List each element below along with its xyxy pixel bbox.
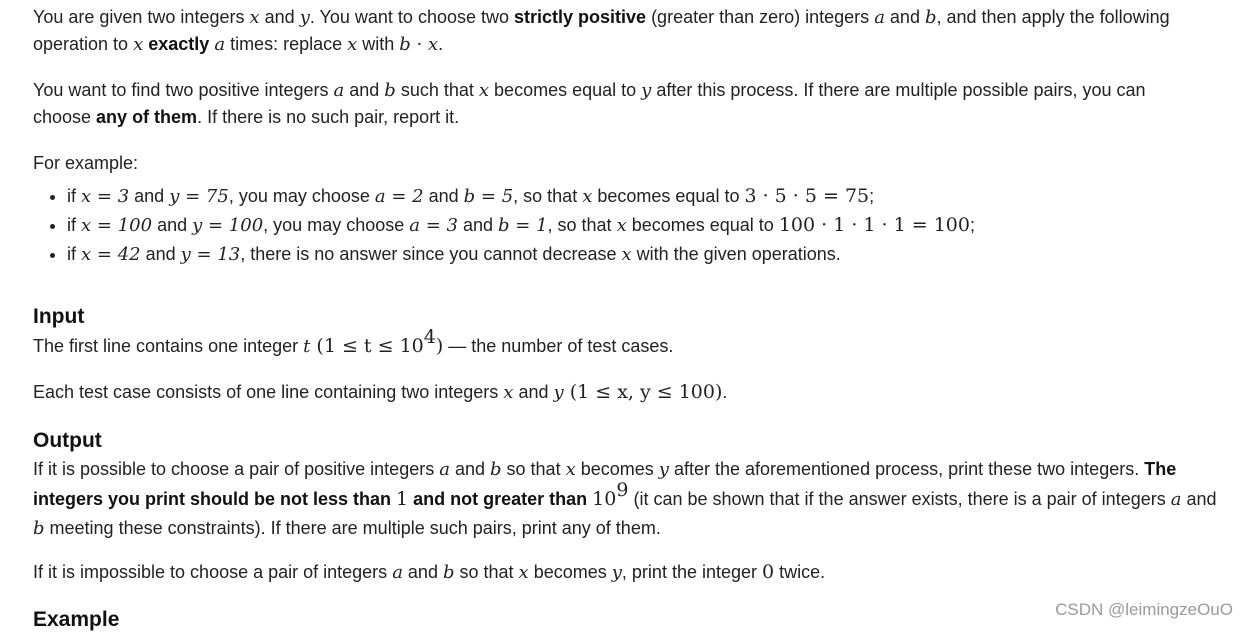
list-item bbox=[67, 182, 1248, 211]
text: after this process. If there are multiple possible pairs, you can choose bbox=[33, 80, 1146, 127]
text: and bbox=[423, 186, 464, 206]
text: and bbox=[449, 459, 490, 479]
text: — the number of test cases. bbox=[443, 336, 674, 356]
math-condition: x = 100 bbox=[81, 215, 153, 236]
text: times: replace bbox=[225, 34, 348, 54]
math-a: a bbox=[439, 459, 450, 480]
bold-text: strictly positive bbox=[514, 7, 647, 27]
math-y: y bbox=[299, 7, 310, 28]
math-result: 3 · 5 · 5 = 75 bbox=[744, 185, 870, 207]
text: If it is possible to choose a pair of positive integers bbox=[33, 459, 440, 479]
text: becomes equal to bbox=[489, 80, 642, 100]
bold-text: any of them bbox=[96, 107, 198, 127]
math-x: x bbox=[518, 562, 529, 583]
text: becomes bbox=[575, 459, 659, 479]
text: . You want to choose two bbox=[309, 7, 515, 27]
text: If it is impossible to choose a pair of integers bbox=[33, 562, 393, 582]
bold-text: The integers you print should be not less than bbox=[33, 459, 1177, 509]
bold-text: exactly bbox=[148, 34, 210, 54]
math-condition: y = 100 bbox=[192, 215, 264, 236]
math-exponent: 4 bbox=[423, 326, 436, 348]
math-b: b bbox=[924, 7, 937, 28]
math-y: y bbox=[611, 562, 622, 583]
math-condition: y = 75 bbox=[169, 186, 229, 207]
math-x: x bbox=[133, 34, 144, 55]
math-x: x bbox=[582, 186, 593, 207]
example-heading: Example bbox=[33, 608, 120, 631]
text: . bbox=[438, 34, 444, 54]
math-number: 1 bbox=[396, 487, 409, 510]
math-choice: a = 2 bbox=[374, 186, 424, 207]
text: twice. bbox=[774, 562, 826, 582]
text: , you may choose bbox=[228, 186, 375, 206]
math-range: (1 ≤ x, y ≤ 100) bbox=[563, 381, 723, 403]
math-y: y bbox=[553, 382, 564, 403]
goal-paragraph bbox=[33, 77, 1203, 131]
text: becomes bbox=[528, 562, 612, 582]
math-range: (1 ≤ t ≤ 10 bbox=[310, 335, 424, 357]
text: such that bbox=[395, 80, 479, 100]
text: and bbox=[457, 215, 499, 235]
text: and bbox=[259, 7, 300, 27]
math-condition: x = 42 bbox=[81, 244, 141, 265]
input-line-2 bbox=[33, 379, 1203, 406]
intro-paragraph bbox=[33, 4, 1203, 58]
text: after the aforementioned process, print these two integers. bbox=[668, 459, 1145, 479]
math-a: a bbox=[1170, 488, 1182, 510]
text: You want to find two positive integers bbox=[33, 80, 334, 100]
math-t: t bbox=[303, 336, 311, 357]
text: (it can be shown that if the answer exists, there is a pair of integers bbox=[628, 488, 1171, 509]
text: if bbox=[67, 244, 82, 264]
text: and bbox=[402, 562, 443, 582]
text: and bbox=[1181, 488, 1217, 509]
text: , so that bbox=[513, 186, 583, 206]
for-example-text: For example: bbox=[33, 153, 139, 173]
text: if bbox=[67, 186, 82, 206]
math-a: a bbox=[333, 80, 345, 101]
bold-text: and not greater than bbox=[408, 488, 593, 509]
output-paragraph-1 bbox=[33, 455, 1218, 544]
math-exponent: 9 bbox=[616, 478, 629, 501]
text: with bbox=[357, 34, 400, 54]
math-condition: x = 3 bbox=[81, 186, 130, 207]
input-line-1 bbox=[33, 326, 1203, 360]
text: with the given operations. bbox=[631, 244, 841, 264]
text: and bbox=[884, 7, 925, 27]
math-x: x bbox=[347, 34, 358, 55]
text: (greater than zero) integers bbox=[646, 7, 875, 27]
text: if bbox=[67, 215, 82, 235]
output-paragraph-2 bbox=[33, 559, 1203, 586]
text: . If there is no such pair, report it. bbox=[197, 107, 460, 127]
text: The first line contains one integer bbox=[33, 336, 304, 356]
text: , there is no answer since you cannot decrease bbox=[240, 244, 622, 264]
text: and bbox=[140, 244, 181, 264]
example-list bbox=[33, 182, 1248, 269]
text: ; bbox=[969, 215, 975, 235]
math-x: x bbox=[478, 80, 490, 101]
math-x: x bbox=[565, 459, 576, 480]
math-paren: ) bbox=[435, 335, 444, 357]
text: and bbox=[129, 186, 170, 206]
list-item bbox=[67, 240, 1248, 269]
math-choice: b = 1 bbox=[498, 215, 548, 236]
text: You are given two integers bbox=[33, 7, 250, 27]
math-b: b bbox=[384, 80, 396, 101]
text: , and then apply the following operation to bbox=[33, 7, 1170, 54]
text: . bbox=[722, 382, 728, 402]
text: , so that bbox=[547, 215, 617, 235]
math-a: a bbox=[214, 34, 226, 55]
text: and bbox=[152, 215, 193, 235]
math-number: 0 bbox=[762, 561, 775, 583]
input-heading: Input bbox=[33, 305, 85, 328]
math-number: 10 bbox=[592, 487, 617, 510]
math-b: b bbox=[33, 518, 45, 539]
text: meeting these constraints). If there are multiple such pairs, print any of them. bbox=[44, 518, 661, 538]
math-b: b bbox=[490, 459, 502, 480]
math-x: x bbox=[503, 382, 514, 403]
math-expression: b · x bbox=[399, 34, 439, 55]
text: so that bbox=[501, 459, 566, 479]
math-y: y bbox=[658, 459, 669, 480]
text: so that bbox=[454, 562, 519, 582]
text: , print the integer bbox=[621, 562, 763, 582]
text: becomes equal to bbox=[626, 215, 779, 235]
math-choice: a = 3 bbox=[409, 215, 458, 236]
math-result: 100 · 1 · 1 · 1 = 100 bbox=[778, 214, 970, 236]
math-b: b bbox=[442, 562, 455, 583]
text: and bbox=[513, 382, 554, 402]
text: ; bbox=[869, 186, 875, 206]
watermark: CSDN @leimingzeOuO bbox=[1055, 600, 1233, 619]
math-x: x bbox=[249, 7, 260, 28]
text: and bbox=[344, 80, 385, 100]
math-a: a bbox=[874, 7, 885, 28]
math-x: x bbox=[616, 215, 627, 236]
math-condition: y = 13 bbox=[180, 244, 241, 265]
math-y: y bbox=[641, 80, 652, 101]
math-x: x bbox=[621, 244, 632, 265]
math-a: a bbox=[392, 562, 403, 583]
text: becomes equal to bbox=[592, 186, 745, 206]
math-choice: b = 5 bbox=[463, 186, 514, 207]
text: Each test case consists of one line containing two integers bbox=[33, 382, 504, 402]
output-heading: Output bbox=[33, 429, 102, 452]
list-item bbox=[67, 211, 1248, 240]
text: , you may choose bbox=[263, 215, 410, 235]
